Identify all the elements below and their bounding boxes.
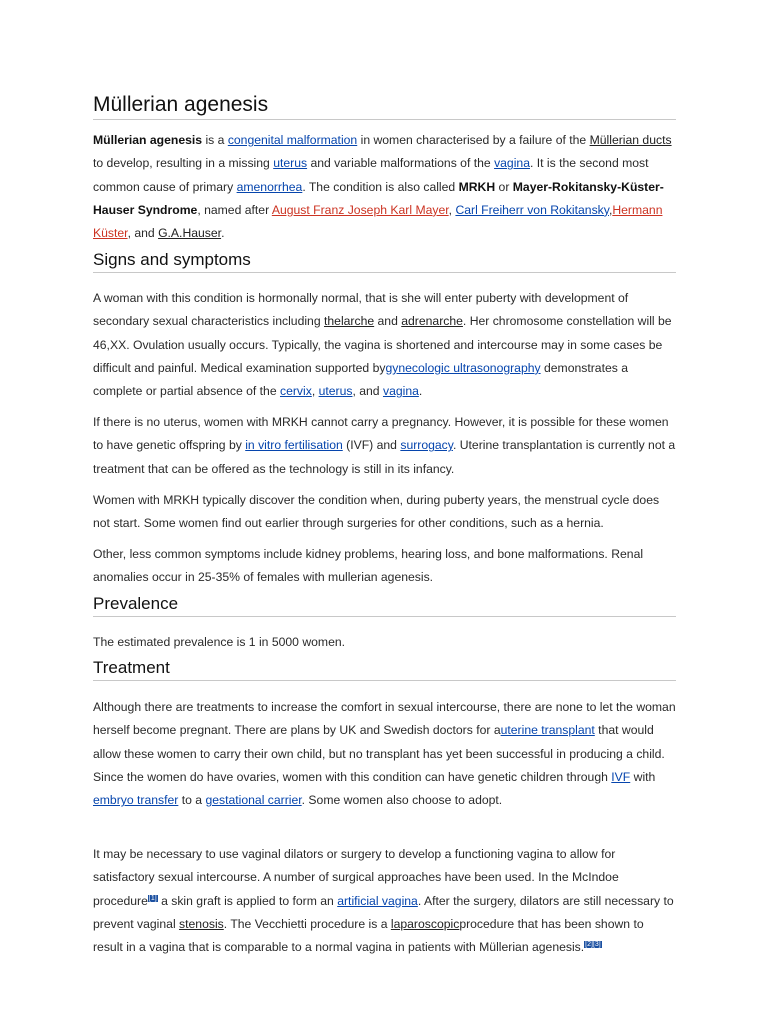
treatment-paragraph-2: It may be necessary to use vaginal dilators or surgery to develop a functioning vagina to allow for satisfactory sexual intercourse. A number of surgical approaches have been used. In the McIndoe procedure[1] a skin graft is applied to form an artificial vagina. After the surgery, dilators are still necessary to prevent vaginal stenosis. The Vecchietti procedure is a laparoscopicprocedure that has been shown to result in a vagina that is comparable to a normal vagina in patients with Müllerian agenesis.[2][3] (93, 847, 674, 955)
citation-2-3 (584, 941, 602, 948)
bold-term: Müllerian agenesis (93, 133, 203, 147)
link-surrogacy[interactable]: surrogacy (400, 438, 453, 453)
intro-paragraph: Müllerian agenesis is a congenital malformation in women characterised by a failure of the Müllerian ducts to develop, resulting in a missing uterus and variable malformations of the vagina. It is the second most common cause of primary amenorrhea. The condition is also called MRKH or Mayer-Rokitansky-Küster-Hauser Syndrome, named after August Franz Joseph Karl Mayer, Carl Freiherr von Rokitansky,Hermann Küster, and G.A.Hauser. (93, 133, 672, 241)
bold-mrkh: MRKH (458, 179, 496, 194)
link-ivf[interactable]: IVF (611, 769, 631, 784)
link-laparoscopic[interactable]: laparoscopic (390, 916, 460, 931)
link-cervix[interactable]: cervix (279, 384, 312, 399)
signs-paragraph-4: Other, less common symptoms include kidney problems, hearing loss, and bone malformations. Renal anomalies occur in 25-35% of females with mullerian agenesis. (93, 547, 644, 585)
reference-link-2-3[interactable]: [2][3] (585, 941, 601, 949)
link-embryo-transfer[interactable]: embryo transfer (93, 793, 179, 808)
bold-syndrome-name: Mayer-Rokitansky-Küster-Hauser Syndrome (93, 179, 664, 217)
link-adrenarche[interactable]: adrenarche (401, 314, 463, 329)
link-congenital-malformation[interactable]: congenital malformation (227, 133, 358, 147)
reference-link-1[interactable]: [1] (148, 894, 157, 902)
link-stenosis[interactable]: stenosis (179, 916, 224, 931)
page-title: Müllerian agenesis (93, 93, 676, 120)
prevalence-paragraph: The estimated prevalence is 1 in 5000 women. (93, 635, 346, 649)
link-vagina[interactable]: vagina (494, 156, 530, 171)
signs-paragraph-2: If there is no uterus, women with MRKH cannot carry a pregnancy. However, it is possible for these women to have genetic offspring by in vitro fertilisation (IVF) and surrogacy. Uterine transplantation is currently not a treatment that can be offered as the technology is still in its infancy. (93, 415, 676, 476)
link-uterus[interactable]: uterus (273, 156, 308, 171)
citation-1 (148, 895, 158, 902)
signs-paragraph-1: A woman with this condition is hormonally normal, that is she will enter puberty with development of secondary sexual characteristics including thelarche and adrenarche. Her chromosome constellation will be 46,XX. Ovulation usually occurs. Typically, the vagina is shortened and intercourse may in some cases be difficult and painful. Medical examination supported bygynecologic ultrasonography demonstrates a complete or partial absence of the cervix, uterus, and vagina. (93, 291, 672, 399)
link-gestational-carrier[interactable]: gestational carrier (205, 793, 302, 808)
link-ivf-full[interactable]: in vitro fertilisation (245, 438, 343, 453)
link-rokitansky[interactable]: Carl Freiherr von Rokitansky (455, 202, 609, 217)
link-vagina-2[interactable]: vagina (382, 384, 419, 399)
heading-prevalence: Prevalence (93, 594, 676, 617)
treatment-paragraph-1: Although there are treatments to increase the comfort in sexual intercourse, there are none to let the woman herself become pregnant. There are plans by UK and Swedish doctors for auterine transplant that would allow these women to carry their own child, but no transplant has yet been successful in producing a child. Since the women do have ovaries, women with this condition can have genetic children through IVF with embryo transfer to a gestational carrier. Some women also choose to adopt. (93, 700, 676, 808)
link-thelarche[interactable]: thelarche (324, 314, 375, 329)
link-gynecologic-ultrasonography[interactable]: gynecologic ultrasonography (385, 360, 541, 375)
link-artificial-vagina[interactable]: artificial vagina (337, 893, 418, 908)
link-hauser[interactable]: G.A.Hauser (158, 226, 222, 241)
link-uterine-transplant[interactable]: uterine transplant (500, 723, 595, 738)
link-mullerian-ducts[interactable]: Müllerian ducts (589, 133, 672, 147)
signs-paragraph-3: Women with MRKH typically discover the condition when, during puberty years, the menstrual cycle does not start. Some women find out earlier through surgeries for other conditions, such as a hernia. (93, 493, 660, 531)
link-kuster[interactable]: Hermann Küster (93, 202, 663, 241)
heading-signs-and-symptoms: Signs and symptoms (93, 250, 676, 273)
link-uterus-2[interactable]: uterus (318, 384, 353, 399)
link-mayer[interactable]: August Franz Joseph Karl Mayer (271, 202, 449, 217)
heading-treatment: Treatment (93, 658, 676, 681)
link-amenorrhea[interactable]: amenorrhea (236, 179, 303, 194)
